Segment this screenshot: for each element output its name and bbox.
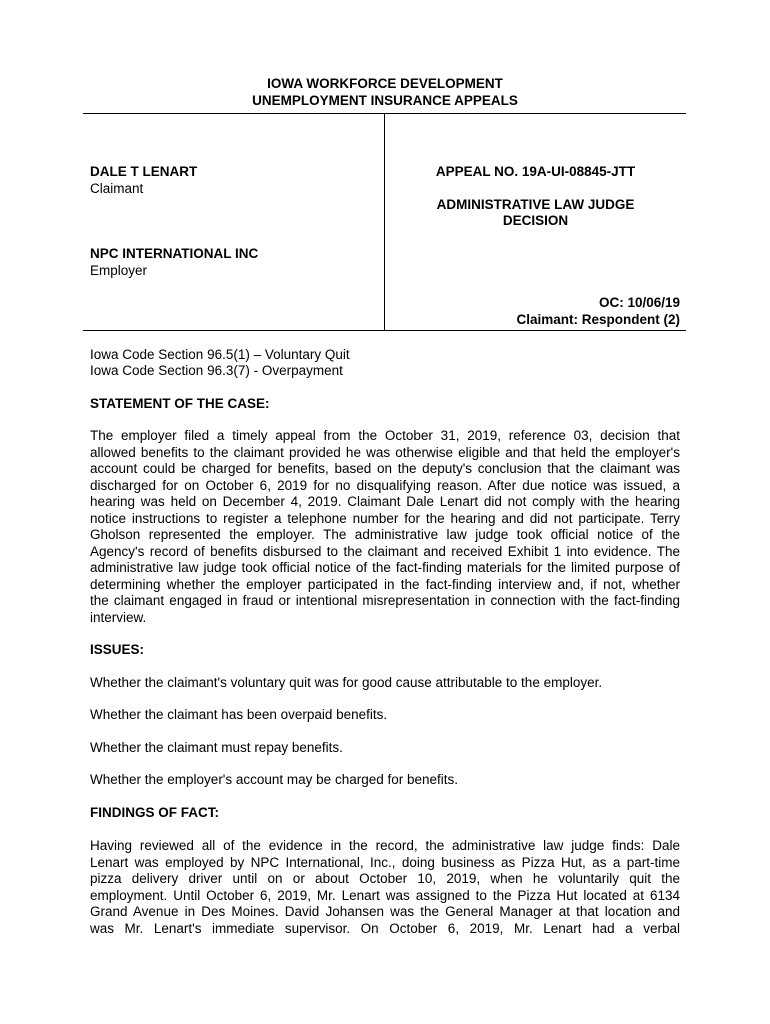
decision-title-line1: ADMINISTRATIVE LAW JUDGE	[436, 197, 635, 212]
statement-heading: STATEMENT OF THE CASE:	[90, 396, 270, 411]
division-name: UNEMPLOYMENT INSURANCE APPEALS	[252, 93, 518, 108]
agency-name: IOWA WORKFORCE DEVELOPMENT	[267, 76, 503, 91]
oc-date: OC: 10/06/19	[598, 295, 680, 310]
code-section-2: Iowa Code Section 96.3(7) - Overpayment	[90, 363, 343, 378]
findings-paragraph	[90, 838, 680, 937]
findings-line: pizza delivery driver until on or about October 10, 2019, when he voluntarily quit the	[90, 871, 680, 886]
claimant-status: Claimant: Respondent (2)	[516, 312, 680, 327]
findings-line: employment. Until October 6, 2019, Mr. Lenart was assigned to the Pizza Hut located at 6134	[90, 887, 680, 903]
statement-line: Agency's record of benefits disbursed to the claimant and received Exhibit 1 into evidence. The	[90, 543, 680, 559]
statement-line: interview.	[90, 609, 147, 625]
claimant-role: Claimant	[90, 181, 144, 196]
claimant-name: DALE T LENART	[90, 164, 198, 179]
statement-line: the claimant engaged in fraud or intentional misrepresentation in connection with the fact-finding	[90, 593, 680, 608]
issue-item: Whether the claimant has been overpaid benefits.	[90, 707, 388, 722]
statement-line: administrative law judge took official notice of the fact-finding materials for the limited purpose of	[90, 560, 680, 575]
statement-line: allowed benefits to the claimant provided he was otherwise eligible and that held the employer's	[90, 444, 680, 460]
statement-line: Gholson represented the employer. The administrative law judge took official notice of the	[90, 527, 680, 542]
statement-paragraph	[90, 428, 680, 626]
statement-line: The employer filed a timely appeal from the October 31, 2019, reference 03, decision that	[90, 428, 680, 443]
code-section-1: Iowa Code Section 96.5(1) – Voluntary Quit	[90, 347, 350, 362]
employer-name: NPC INTERNATIONAL INC	[90, 246, 259, 261]
statement-line: notice instructions to register a telephone number for the hearing and did not participate. Terry	[90, 510, 680, 526]
findings-heading: FINDINGS OF FACT:	[90, 805, 219, 820]
findings-line: Lenart was employed by NPC International, Inc., doing business as Pizza Hut, as a part-time	[90, 854, 680, 870]
issues-heading: ISSUES:	[90, 642, 145, 657]
employer-role: Employer	[90, 263, 148, 278]
findings-line: Having reviewed all of the evidence in the record, the administrative law judge finds: Dale	[90, 838, 680, 853]
findings-line: Grand Avenue in Des Moines. David Johansen was the General Manager at that location and	[90, 904, 680, 919]
issue-item: Whether the claimant's voluntary quit was for good cause attributable to the employer.	[90, 675, 603, 690]
appeal-number: APPEAL NO. 19A-UI-08845-JTT	[435, 164, 636, 179]
statement-line: hearing was held on December 4, 2019. Claimant Dale Lenart did not comply with the hearing	[90, 494, 680, 509]
decision-title-line2: DECISION	[502, 213, 569, 228]
issue-item: Whether the employer's account may be charged for benefits.	[90, 772, 459, 787]
statement-line: determining whether the employer participated in the fact-finding interview and, if not, whether	[90, 576, 680, 592]
statement-line: account could be charged for benefits, based on the deputy's conclusion that the claimant was	[90, 461, 680, 476]
statement-line: discharged for on October 6, 2019 for no disqualifying reason. After due notice was issued, a	[90, 477, 680, 493]
issue-item: Whether the claimant must repay benefits.	[90, 740, 343, 755]
findings-line: was Mr. Lenart's immediate supervisor. On October 6, 2019, Mr. Lenart had a verbal	[90, 920, 680, 936]
